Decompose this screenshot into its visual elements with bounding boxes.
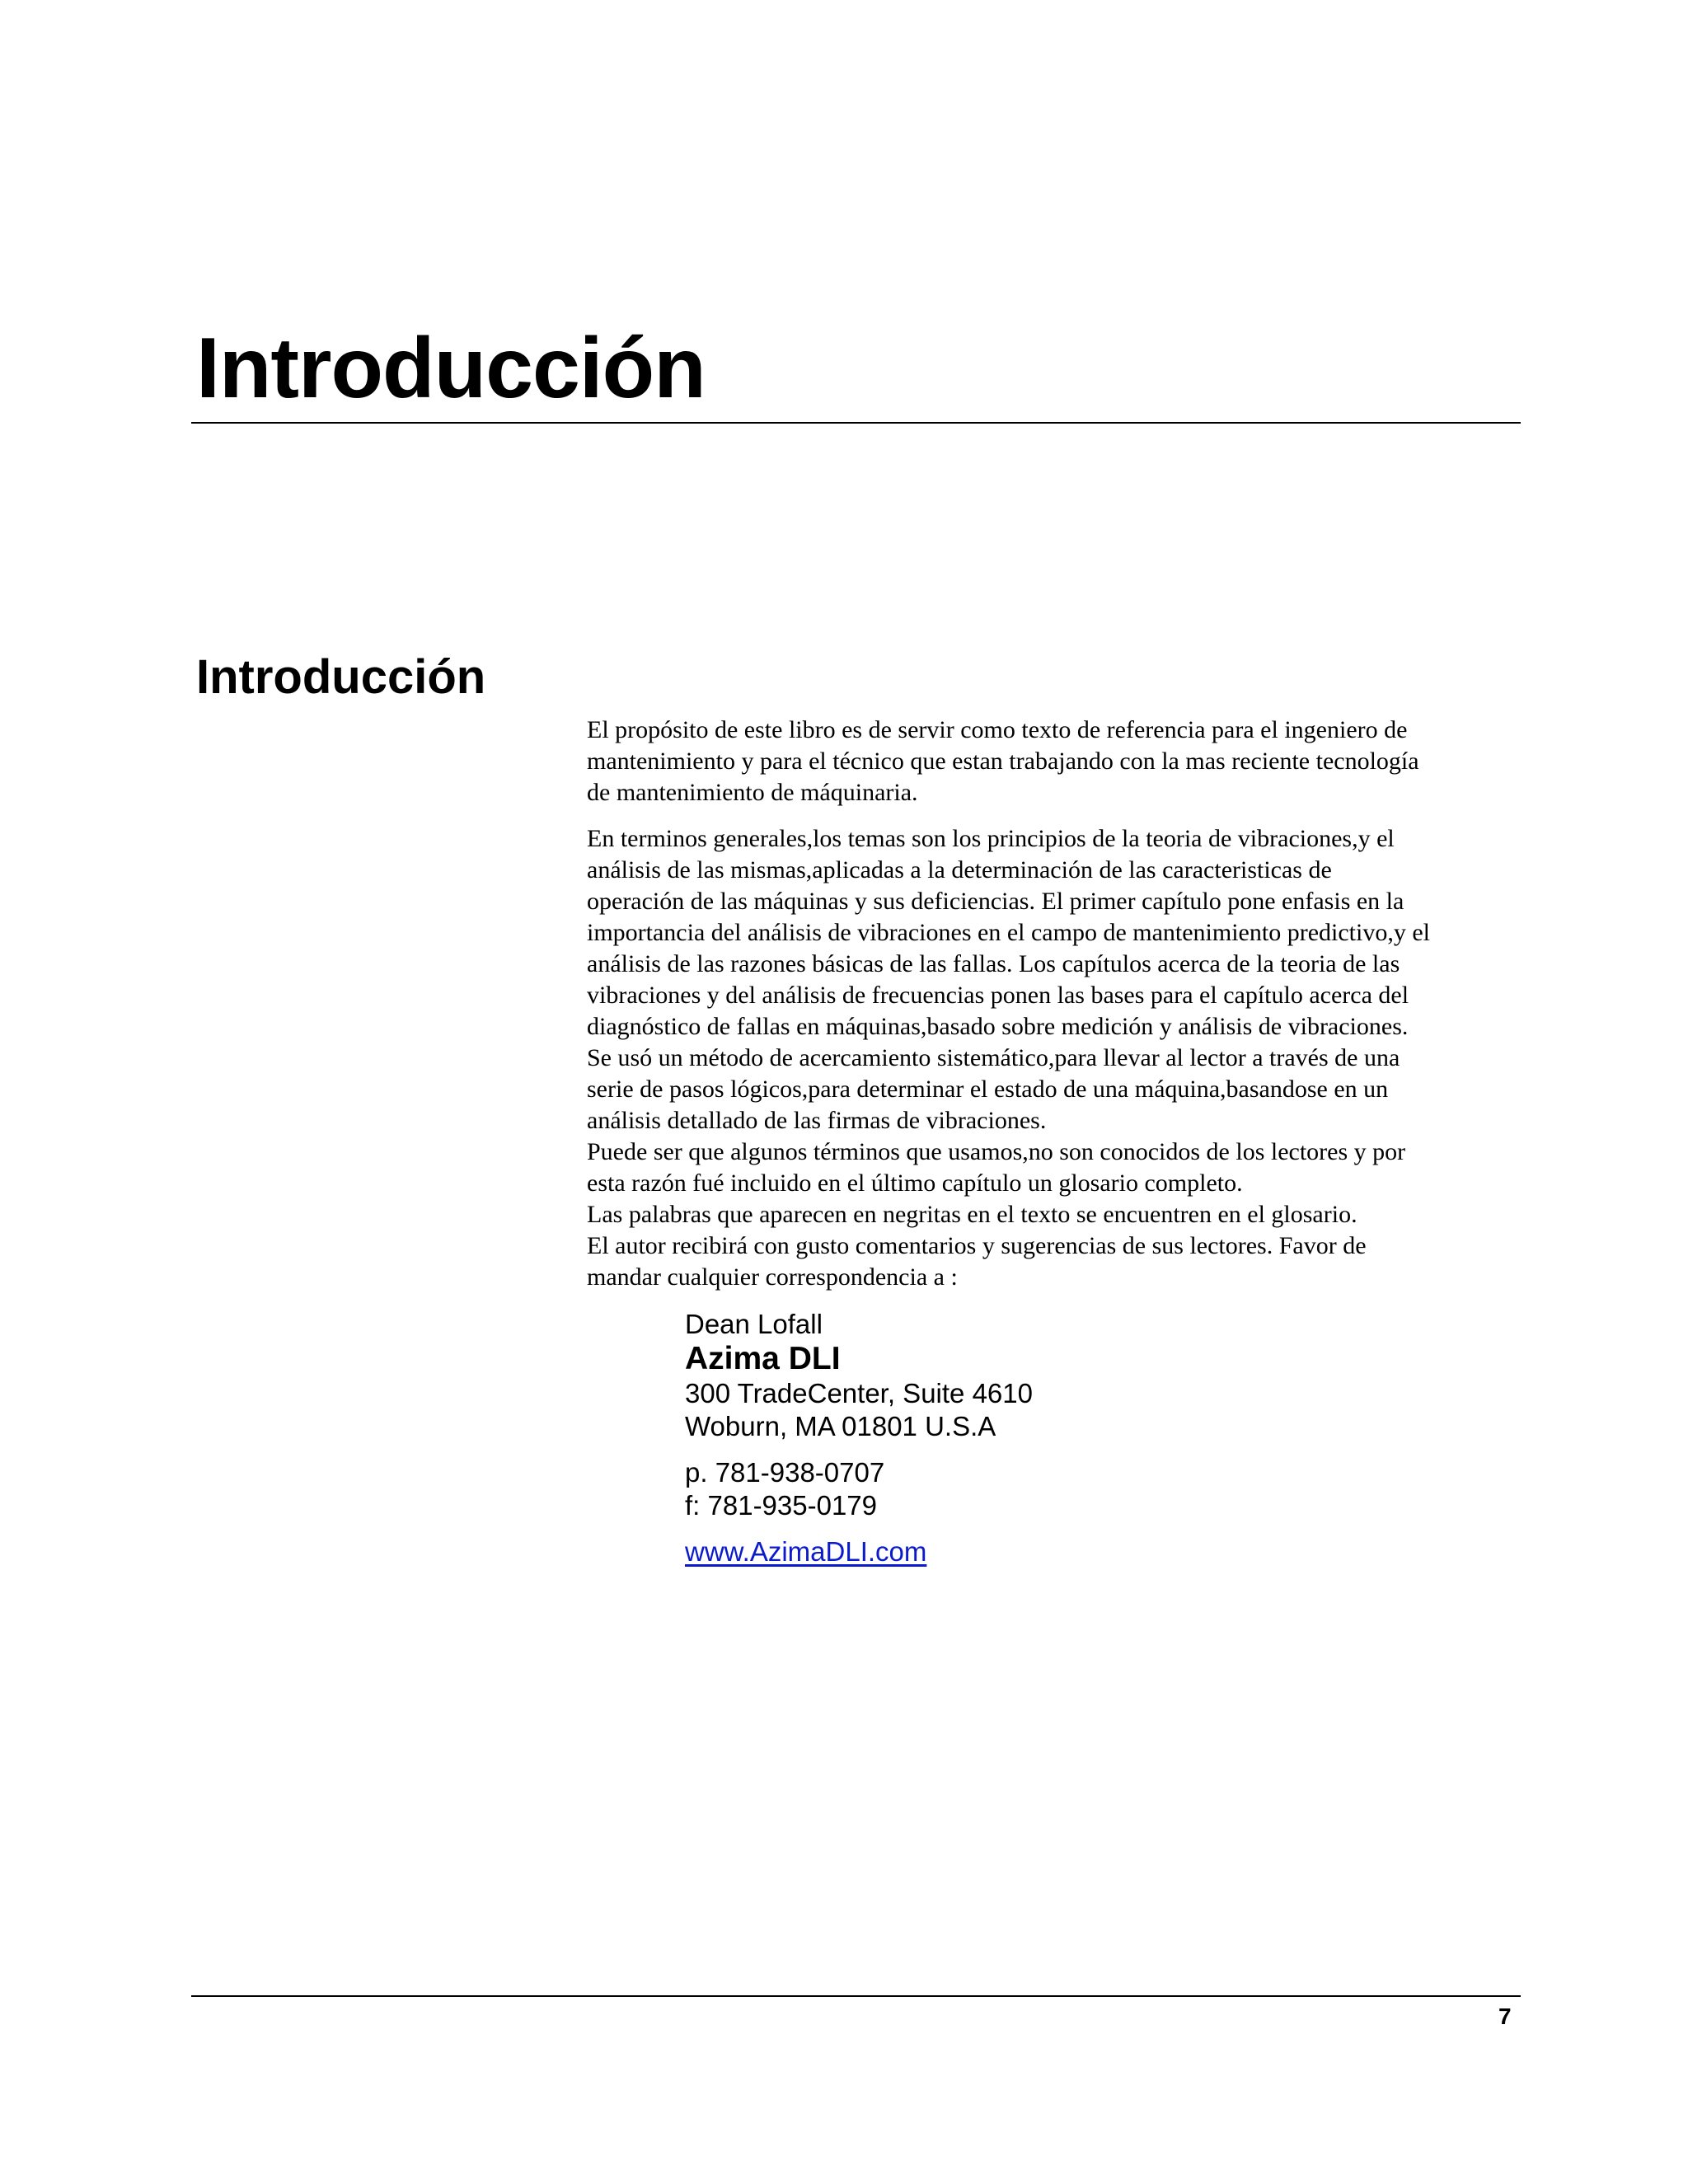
company-name: Azima DLI — [685, 1341, 841, 1376]
text-line: análisis de las mismas,aplicadas a la determinación de las caracteristicas de — [587, 856, 1332, 883]
text-line: El autor recibirá con gusto comentarios y sugerencias de sus lectores. Favor de — [587, 1232, 1367, 1259]
text-line: En terminos generales,los temas son los principios de la teoria de vibraciones,y el — [587, 825, 1395, 852]
footer-divider — [191, 1995, 1521, 1997]
section-heading: Introducción — [196, 650, 486, 704]
text-line: diagnóstico de fallas en máquinas,basado sobre medición y análisis de vibraciones. — [587, 1013, 1409, 1040]
body-text — [587, 715, 1535, 1293]
chapter-title: Introducción — [196, 321, 706, 416]
text-line: importancia del análisis de vibraciones en el campo de mantenimiento predictivo,y el — [587, 919, 1430, 946]
website-link[interactable]: www.AzimaDLI.com — [685, 1536, 927, 1567]
contact-address-block — [685, 1308, 1033, 1568]
fax-number: f: 781-935-0179 — [685, 1490, 878, 1521]
text-line: vibraciones y del análisis de frecuencias ponen las bases para el capítulo acerca del — [587, 982, 1409, 1009]
text-line: de mantenimiento de máquinaria. — [587, 779, 918, 806]
text-line: Se usó un método de acercamiento sistemático,para llevar al lector a través de una — [587, 1044, 1400, 1071]
contact-name: Dean Lofall — [685, 1309, 823, 1339]
phone-number: p. 781-938-0707 — [685, 1457, 885, 1488]
text-line: esta razón fué incluido en el último capítulo un glosario completo. — [587, 1169, 1243, 1197]
spacer — [685, 1443, 1033, 1456]
text-line: análisis de las razones básicas de las fallas. Los capítulos acerca de la teoria de las — [587, 950, 1400, 977]
text-line: mandar cualquier correspondencia a : — [587, 1263, 958, 1291]
street-address: 300 TradeCenter, Suite 4610 — [685, 1378, 1033, 1408]
page-number: 7 — [1498, 2004, 1512, 2029]
text-line: El propósito de este libro es de servir como texto de referencia para el ingeniero de — [587, 716, 1408, 743]
text-line: operación de las máquinas y sus deficiencias. El primer capítulo pone enfasis en la — [587, 888, 1404, 915]
text-line: serie de pasos lógicos,para determinar el estado de una máquina,basandose en un — [587, 1076, 1389, 1103]
text-line: análisis detallado de las firmas de vibraciones. — [587, 1107, 1047, 1134]
text-line: Puede ser que algunos términos que usamos,no son conocidos de los lectores y por — [587, 1138, 1406, 1165]
text-line: mantenimiento y para el técnico que estan trabajando con la mas reciente tecnología — [587, 748, 1419, 775]
intro-paragraph-purpose — [587, 715, 1535, 808]
title-divider — [191, 422, 1521, 424]
spacer — [685, 1522, 1033, 1535]
text-line: Las palabras que aparecen en negritas en el texto se encuentren en el glosario. — [587, 1201, 1357, 1228]
city-address: Woburn, MA 01801 U.S.A — [685, 1411, 996, 1441]
intro-paragraph-topics — [587, 823, 1535, 1293]
